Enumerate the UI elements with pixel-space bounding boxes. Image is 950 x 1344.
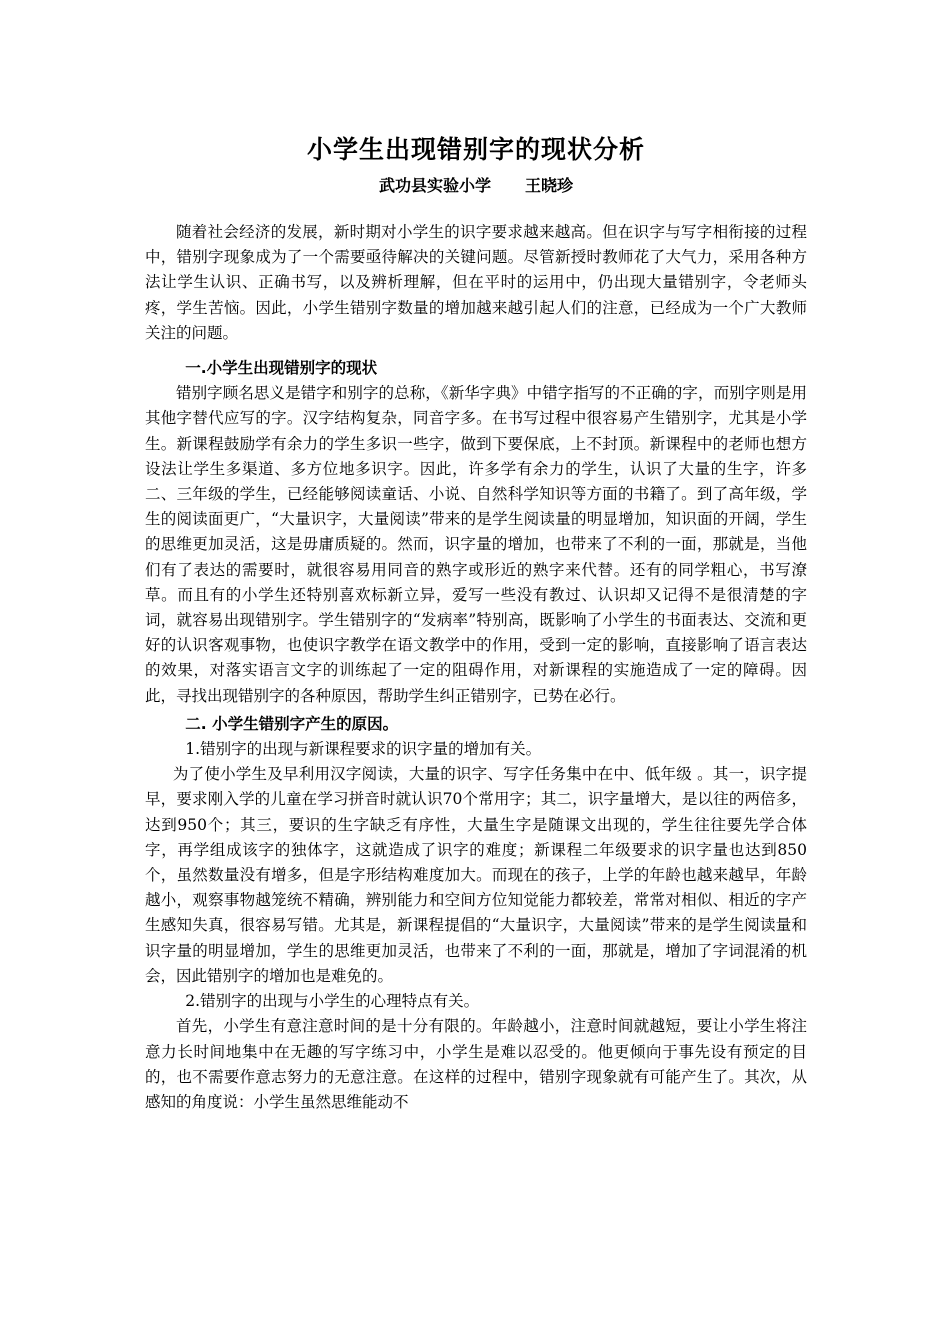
intro-paragraph: 随着社会经济的发展，新时期对小学生的识字要求越来越高。但在识字与写字相衔接的过程中，错别字现象成为了一个需要亟待解决的关键问题。尽管新授时教师花了大气力，采用各种方法让学生认识、正确书写，以及辨析理解，但在平时的运用中，仍出现大量错别字，令老师头疼，学生苦恼。因此，小学生错别字数量的增加越来越引起人们的注意，已经成为一个广大教师关注的问题。 [145,223,807,342]
reason-2-paragraph: 首先，小学生有意注意时间的是十分有限的。年龄越小，注意时间就越短，要让小学生将注意力长时间地集中在无趣的写字练习中，小学生是难以忍受的。他更倾向于事先设有预定的目的，也不需要作意志努力的无意注意。在这样的过程中，错别字现象就有可能产生了。其次，从感知的角度说：小学生虽然思维能动不 [145,1017,807,1111]
author-name: 王晓珍 [525,176,574,195]
reason-1-paragraph: 为了使小学生及早利用汉字阅读，大量的识字、写字任务集中在中、低年级 。其一，识字提早，要求刚入学的儿童在学习拼音时就认识70个常用字；其二，识字量增大，是以往的两倍多，达到950个；其三，要识的生字缺乏有序性，大量生字是随课文出现的，学生往往要先学合体字，再学组成该字的独体字，这就造成了识字的难度；新课程二年级要求的识字量也达到850个，虽然数量没有增多，但是字形结构难度加大。而现在的孩子，上学的年龄也越来越早，年龄越小，观察事物越笼统不精确，辨别能力和空间方位知觉能力都较差，常常对相似、相近的字产生感知失真，很容易写错。尤其是，新课程提倡的“大量识字，大量阅读”带来的是学生阅读量和识字量的明显增加，学生的思维更加灵活，也带来了不利的一面，那就是，增加了字词混淆的机会，因此错别字的增加也是难免的。 [145,765,807,985]
section-2-heading: 二. 小学生错别字产生的原因。 [185,714,399,733]
school-name: 武功县实验小学 [378,176,491,195]
section-1-heading: 一.小学生出现错别字的现状 [185,359,378,378]
section-1-paragraph: 错别字顾名思义是错字和别字的总称，《新华字典》中错字指写的不正确的字，而别字则是用其他字替代应写的字。汉字结构复杂，同音字多。在书写过程中很容易产生错别字，尤其是小学生。新课程鼓励学有余力的学生多识一些字，做到下要保底，上不封顶。新课程中的老师也想方设法让学生多渠道、多方位地多识字。因此，许多学有余力的学生，认识了大量的生字，许多二、三年级的学生，已经能够阅读童话、小说、自然科学知识等方面的书籍了。到了高年级，学生的阅读面更广，“大量识字，大量阅读”带来的是学生阅读量的明显增加，知识面的开阔，学生的思维更加灵活，这是毋庸质疑的。然而，识字量的增加，也带来了不利的一面，那就是，当他们有了表达的需要时，就很容易用同音的熟字或形近的熟字来代替。还有的同学粗心，书写潦草。而且有的小学生还特别喜欢标新立异，爱写一些没有教过、认识却又记得不是很清楚的字词，就容易出现错别字。学生错别字的“发病率”特别高，既影响了小学生的书面表达、交流和更好的认识客观事物，也使识字教学在语文教学中的作用，受到一定的影响，直接影响了语言表达的效果，对落实语言文字的训练起了一定的阻碍作用，对新课程的实施造成了一定的障碍。因此，寻找出现错别字的各种原因，帮助学生纠正错别字，已势在必行。 [145,384,807,705]
reason-2-heading: 2.错别字的出现与小学生的心理特点有关。 [185,992,480,1011]
byline [145,172,807,200]
reason-1-heading: 1.错别字的出现与新课程要求的识字量的增加有关。 [185,740,542,759]
document-title: 小学生出现错别字的现状分析 [306,135,645,164]
document-page [145,128,807,1115]
